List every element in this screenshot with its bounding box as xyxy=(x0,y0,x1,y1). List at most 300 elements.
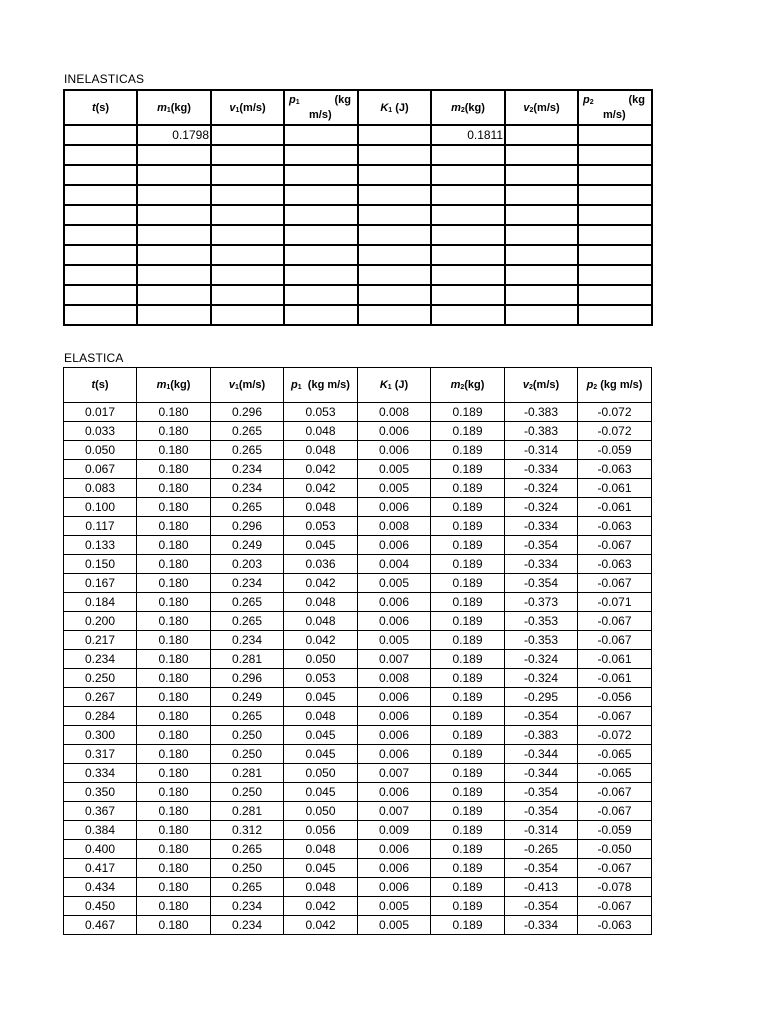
header-t: t(s) xyxy=(64,368,137,403)
table-cell: 0.189 xyxy=(431,745,505,764)
table-cell xyxy=(578,285,652,305)
table-cell xyxy=(358,305,431,325)
table-cell xyxy=(64,125,137,145)
table-cell: 0.400 xyxy=(64,840,137,859)
table-cell xyxy=(431,305,505,325)
table-cell: 0.180 xyxy=(137,897,211,916)
table-cell: 0.189 xyxy=(431,574,505,593)
table-cell: 0.180 xyxy=(137,593,211,612)
table-row xyxy=(64,536,652,555)
table-row xyxy=(64,165,652,185)
m1-value-cell: 0.1798 xyxy=(137,125,211,145)
table-cell: 0.184 xyxy=(64,593,137,612)
table-cell: 0.050 xyxy=(64,441,137,460)
table-cell: 0.180 xyxy=(137,726,211,745)
table-cell: 0.180 xyxy=(137,422,211,441)
table-cell: 0.281 xyxy=(211,802,284,821)
table-cell xyxy=(137,165,211,185)
table-cell: -0.067 xyxy=(578,802,652,821)
table-cell: 0.200 xyxy=(64,612,137,631)
table-row xyxy=(64,185,652,205)
table-cell: 0.312 xyxy=(211,821,284,840)
table-row xyxy=(64,745,652,764)
table-cell: 0.180 xyxy=(137,688,211,707)
table-cell: 0.189 xyxy=(431,517,505,536)
table-cell xyxy=(137,205,211,225)
table-cell: 0.005 xyxy=(358,479,431,498)
table-cell xyxy=(431,145,505,165)
table-row xyxy=(64,612,652,631)
table-cell: 0.189 xyxy=(431,631,505,650)
table-cell: -0.354 xyxy=(505,536,578,555)
table-cell: 0.083 xyxy=(64,479,137,498)
table-cell xyxy=(64,285,137,305)
table-row xyxy=(64,878,652,897)
table-cell: 0.180 xyxy=(137,612,211,631)
table-cell: 0.189 xyxy=(431,688,505,707)
table-cell: -0.354 xyxy=(505,707,578,726)
table-cell: 0.180 xyxy=(137,631,211,650)
header-v1: $v_1(m/s)$ xyxy=(211,90,284,125)
table-cell: 0.180 xyxy=(137,916,211,935)
table-cell: 0.417 xyxy=(64,859,137,878)
table-cell: -0.383 xyxy=(505,403,578,422)
table-cell: -0.061 xyxy=(578,498,652,517)
table-cell: 0.050 xyxy=(284,764,358,783)
table-cell: 0.180 xyxy=(137,479,211,498)
table-cell: 0.050 xyxy=(284,802,358,821)
header-k1: $K_1$ (J) xyxy=(358,368,431,403)
header-p2: $p_2$ (kg m/s) xyxy=(578,90,652,125)
table-cell xyxy=(358,185,431,205)
table-cell: -0.373 xyxy=(505,593,578,612)
table-cell: 0.042 xyxy=(284,460,358,479)
table-cell: 0.281 xyxy=(211,650,284,669)
table-cell: 0.189 xyxy=(431,422,505,441)
table-cell: 0.007 xyxy=(358,650,431,669)
table-cell xyxy=(578,165,652,185)
table-cell: -0.078 xyxy=(578,878,652,897)
table-cell xyxy=(578,225,652,245)
table-cell xyxy=(505,285,578,305)
table-cell: 0.250 xyxy=(211,783,284,802)
header-m1: $m_1(kg)$ xyxy=(137,368,211,403)
table-cell xyxy=(64,145,137,165)
table-row xyxy=(64,225,652,245)
table-cell: 0.180 xyxy=(137,441,211,460)
table-cell: 0.189 xyxy=(431,593,505,612)
table-cell: 0.367 xyxy=(64,802,137,821)
table-cell: -0.061 xyxy=(578,650,652,669)
table-cell: 0.006 xyxy=(358,783,431,802)
table-row xyxy=(64,460,652,479)
table-cell: 0.005 xyxy=(358,574,431,593)
header-v2: $v_2(m/s)$ xyxy=(505,90,578,125)
table-cell: -0.353 xyxy=(505,631,578,650)
table-cell: -0.354 xyxy=(505,802,578,821)
table-cell xyxy=(137,245,211,265)
table-row xyxy=(64,707,652,726)
table-cell: -0.324 xyxy=(505,479,578,498)
table-cell: 0.284 xyxy=(64,707,137,726)
table-cell xyxy=(211,145,284,165)
table-cell: 0.350 xyxy=(64,783,137,802)
table-cell: 0.217 xyxy=(64,631,137,650)
table-cell: 0.048 xyxy=(284,840,358,859)
table-cell xyxy=(431,265,505,285)
table-cell: 0.036 xyxy=(284,555,358,574)
table-cell: 0.167 xyxy=(64,574,137,593)
table-cell: 0.006 xyxy=(358,536,431,555)
table-cell: 0.180 xyxy=(137,403,211,422)
table-cell: 0.189 xyxy=(431,498,505,517)
table-cell xyxy=(358,245,431,265)
table-cell: -0.354 xyxy=(505,859,578,878)
table-cell: 0.042 xyxy=(284,479,358,498)
header-t: t(s) xyxy=(64,90,137,125)
table-cell xyxy=(358,225,431,245)
table-cell: 0.234 xyxy=(64,650,137,669)
table-cell: 0.265 xyxy=(211,840,284,859)
table-cell: 0.296 xyxy=(211,669,284,688)
table-cell xyxy=(284,125,358,145)
table-cell: 0.180 xyxy=(137,802,211,821)
table-cell: 0.006 xyxy=(358,707,431,726)
table-cell xyxy=(505,245,578,265)
table-row xyxy=(64,726,652,745)
table-cell: 0.009 xyxy=(358,821,431,840)
table-cell: -0.059 xyxy=(578,821,652,840)
table-cell: -0.063 xyxy=(578,916,652,935)
table-cell: -0.050 xyxy=(578,840,652,859)
table-cell: 0.203 xyxy=(211,555,284,574)
table-cell: 0.180 xyxy=(137,707,211,726)
table-cell xyxy=(211,245,284,265)
table-cell xyxy=(211,205,284,225)
table-cell: 0.045 xyxy=(284,688,358,707)
m2-value-cell: 0.1811 xyxy=(431,125,505,145)
table-cell xyxy=(578,145,652,165)
table-cell: -0.065 xyxy=(578,764,652,783)
table-row xyxy=(64,245,652,265)
table-cell: 0.050 xyxy=(284,650,358,669)
table-cell: 0.189 xyxy=(431,612,505,631)
table-cell xyxy=(358,205,431,225)
header-p2: $p_2$ (kg m/s) xyxy=(578,368,652,403)
table-cell xyxy=(64,165,137,185)
table-cell: 0.296 xyxy=(211,403,284,422)
table-cell: 0.189 xyxy=(431,460,505,479)
table-cell: 0.048 xyxy=(284,441,358,460)
table-row xyxy=(64,555,652,574)
table-cell xyxy=(578,205,652,225)
table-cell: -0.067 xyxy=(578,897,652,916)
table-cell xyxy=(284,165,358,185)
table-cell xyxy=(578,185,652,205)
table-cell: 0.006 xyxy=(358,878,431,897)
table-cell xyxy=(578,245,652,265)
table-cell: 0.007 xyxy=(358,764,431,783)
table-row xyxy=(64,517,652,536)
table-cell: -0.067 xyxy=(578,631,652,650)
table-cell: 0.265 xyxy=(211,498,284,517)
table-cell xyxy=(358,145,431,165)
table-cell xyxy=(284,265,358,285)
table-cell: 0.048 xyxy=(284,498,358,517)
table-cell: -0.067 xyxy=(578,536,652,555)
table-cell: 0.048 xyxy=(284,612,358,631)
table-cell: 0.234 xyxy=(211,574,284,593)
table-cell: -0.067 xyxy=(578,612,652,631)
table-row xyxy=(64,783,652,802)
table-cell xyxy=(431,165,505,185)
table-row xyxy=(64,441,652,460)
table-cell: 0.189 xyxy=(431,897,505,916)
table-cell: 0.045 xyxy=(284,745,358,764)
table-cell: 0.265 xyxy=(211,422,284,441)
table-cell: 0.180 xyxy=(137,460,211,479)
header-p1: $p_1$ (kg m/s) xyxy=(284,90,358,125)
table-cell: 0.189 xyxy=(431,840,505,859)
table-cell: 0.281 xyxy=(211,764,284,783)
table-cell: 0.053 xyxy=(284,403,358,422)
table-cell: -0.265 xyxy=(505,840,578,859)
table-cell: 0.189 xyxy=(431,821,505,840)
header-p1: $p_1$ (kg m/s) xyxy=(284,368,358,403)
table-row xyxy=(64,285,652,305)
table-cell xyxy=(64,265,137,285)
table-cell: 0.048 xyxy=(284,878,358,897)
table-cell: 0.056 xyxy=(284,821,358,840)
table-row xyxy=(64,916,652,935)
table-cell: -0.354 xyxy=(505,574,578,593)
table-cell: 0.180 xyxy=(137,536,211,555)
table-cell xyxy=(64,245,137,265)
table-cell: 0.450 xyxy=(64,897,137,916)
table-cell xyxy=(137,285,211,305)
table-row xyxy=(64,688,652,707)
table-cell xyxy=(505,125,578,145)
table-cell: 0.180 xyxy=(137,859,211,878)
table-cell: 0.045 xyxy=(284,783,358,802)
table-row xyxy=(64,305,652,325)
table-cell xyxy=(64,225,137,245)
table-cell: 0.265 xyxy=(211,441,284,460)
inelastic-header-row xyxy=(64,90,652,125)
table-cell: 0.008 xyxy=(358,403,431,422)
header-m1: $m_1(kg)$ xyxy=(137,90,211,125)
table-cell: 0.234 xyxy=(211,916,284,935)
table-cell: -0.063 xyxy=(578,555,652,574)
table-row xyxy=(64,631,652,650)
table-row xyxy=(64,145,652,165)
table-row xyxy=(64,479,652,498)
table-cell: -0.344 xyxy=(505,764,578,783)
header-v2: $v_2(m/s)$ xyxy=(505,368,578,403)
table-cell: 0.334 xyxy=(64,764,137,783)
table-cell xyxy=(505,145,578,165)
table-cell: 0.265 xyxy=(211,878,284,897)
table-cell xyxy=(505,225,578,245)
table-cell xyxy=(284,245,358,265)
table-cell: 0.384 xyxy=(64,821,137,840)
table-row xyxy=(64,669,652,688)
table-cell: -0.324 xyxy=(505,650,578,669)
table-cell xyxy=(284,145,358,165)
table-cell: 0.180 xyxy=(137,650,211,669)
table-row xyxy=(64,840,652,859)
table-cell: 0.006 xyxy=(358,859,431,878)
elastic-section-title: ELASTICA xyxy=(64,351,124,365)
table-cell: -0.072 xyxy=(578,422,652,441)
table-cell: 0.100 xyxy=(64,498,137,517)
table-cell: 0.234 xyxy=(211,631,284,650)
table-cell xyxy=(64,205,137,225)
table-cell: 0.180 xyxy=(137,783,211,802)
table-cell xyxy=(578,125,652,145)
table-cell: 0.180 xyxy=(137,517,211,536)
table-row xyxy=(64,650,652,669)
table-row xyxy=(64,498,652,517)
table-cell: -0.072 xyxy=(578,403,652,422)
table-cell: -0.324 xyxy=(505,498,578,517)
table-cell xyxy=(358,165,431,185)
header-m2: $m_2(kg)$ xyxy=(431,368,505,403)
table-cell xyxy=(358,265,431,285)
table-cell: -0.314 xyxy=(505,821,578,840)
table-cell: 0.067 xyxy=(64,460,137,479)
table-cell: 0.189 xyxy=(431,764,505,783)
table-cell: 0.189 xyxy=(431,878,505,897)
table-cell: -0.072 xyxy=(578,726,652,745)
table-cell xyxy=(505,205,578,225)
table-cell: 0.042 xyxy=(284,631,358,650)
table-cell: 0.267 xyxy=(64,688,137,707)
table-row xyxy=(64,125,652,145)
table-cell: 0.180 xyxy=(137,669,211,688)
table-cell: -0.067 xyxy=(578,783,652,802)
table-cell xyxy=(284,285,358,305)
table-cell xyxy=(137,185,211,205)
table-cell: 0.189 xyxy=(431,650,505,669)
table-cell: -0.067 xyxy=(578,574,652,593)
table-cell xyxy=(431,185,505,205)
table-cell: -0.295 xyxy=(505,688,578,707)
table-cell xyxy=(64,305,137,325)
table-cell: 0.189 xyxy=(431,726,505,745)
table-cell xyxy=(64,185,137,205)
table-row xyxy=(64,205,652,225)
inelastic-table xyxy=(63,89,653,326)
table-cell xyxy=(431,205,505,225)
table-cell xyxy=(211,165,284,185)
table-cell xyxy=(137,265,211,285)
table-cell: 0.234 xyxy=(211,897,284,916)
table-cell: 0.180 xyxy=(137,574,211,593)
table-row xyxy=(64,764,652,783)
table-cell: 0.048 xyxy=(284,422,358,441)
table-cell: -0.067 xyxy=(578,859,652,878)
table-cell: 0.006 xyxy=(358,612,431,631)
table-cell: 0.150 xyxy=(64,555,137,574)
table-cell: -0.334 xyxy=(505,517,578,536)
table-cell xyxy=(284,205,358,225)
table-cell: -0.324 xyxy=(505,669,578,688)
elastic-header-row xyxy=(64,368,652,403)
table-cell: -0.065 xyxy=(578,745,652,764)
table-cell: 0.180 xyxy=(137,555,211,574)
table-cell: 0.189 xyxy=(431,669,505,688)
table-cell: -0.063 xyxy=(578,517,652,536)
table-cell: 0.045 xyxy=(284,726,358,745)
table-cell xyxy=(137,225,211,245)
table-cell: 0.042 xyxy=(284,897,358,916)
table-cell xyxy=(578,265,652,285)
table-cell xyxy=(284,185,358,205)
table-cell: 0.467 xyxy=(64,916,137,935)
table-cell: 0.189 xyxy=(431,403,505,422)
table-cell: 0.042 xyxy=(284,574,358,593)
table-cell: -0.334 xyxy=(505,555,578,574)
table-cell: -0.383 xyxy=(505,726,578,745)
table-cell: 0.180 xyxy=(137,840,211,859)
table-cell: 0.006 xyxy=(358,422,431,441)
table-cell: 0.180 xyxy=(137,498,211,517)
table-cell: 0.234 xyxy=(211,460,284,479)
table-cell: 0.180 xyxy=(137,821,211,840)
table-cell: 0.250 xyxy=(64,669,137,688)
table-cell: 0.045 xyxy=(284,859,358,878)
header-v1: $v_1(m/s)$ xyxy=(211,368,284,403)
table-cell: -0.061 xyxy=(578,479,652,498)
table-cell xyxy=(211,125,284,145)
table-cell xyxy=(431,245,505,265)
table-row xyxy=(64,859,652,878)
table-cell: -0.063 xyxy=(578,460,652,479)
elastic-table xyxy=(63,367,652,935)
table-cell: 0.189 xyxy=(431,536,505,555)
table-cell: 0.005 xyxy=(358,460,431,479)
table-cell xyxy=(211,265,284,285)
table-cell: 0.005 xyxy=(358,897,431,916)
table-row xyxy=(64,802,652,821)
table-cell: 0.180 xyxy=(137,878,211,897)
table-row xyxy=(64,897,652,916)
table-cell: 0.006 xyxy=(358,498,431,517)
table-cell: 0.189 xyxy=(431,441,505,460)
table-cell: 0.053 xyxy=(284,517,358,536)
header-m2: $m_2(kg)$ xyxy=(431,90,505,125)
table-cell: 0.189 xyxy=(431,783,505,802)
table-cell: 0.007 xyxy=(358,802,431,821)
table-cell xyxy=(358,125,431,145)
table-cell: -0.353 xyxy=(505,612,578,631)
table-cell: -0.071 xyxy=(578,593,652,612)
table-cell: -0.354 xyxy=(505,783,578,802)
table-row xyxy=(64,403,652,422)
table-cell: 0.189 xyxy=(431,802,505,821)
table-cell: 0.180 xyxy=(137,764,211,783)
table-cell: 0.265 xyxy=(211,612,284,631)
elastic-table-body xyxy=(64,403,652,935)
table-cell: 0.300 xyxy=(64,726,137,745)
table-row xyxy=(64,593,652,612)
table-cell: 0.042 xyxy=(284,916,358,935)
table-cell xyxy=(211,225,284,245)
table-cell: 0.296 xyxy=(211,517,284,536)
header-k1: $K_1$ (J) xyxy=(358,90,431,125)
table-cell xyxy=(431,285,505,305)
